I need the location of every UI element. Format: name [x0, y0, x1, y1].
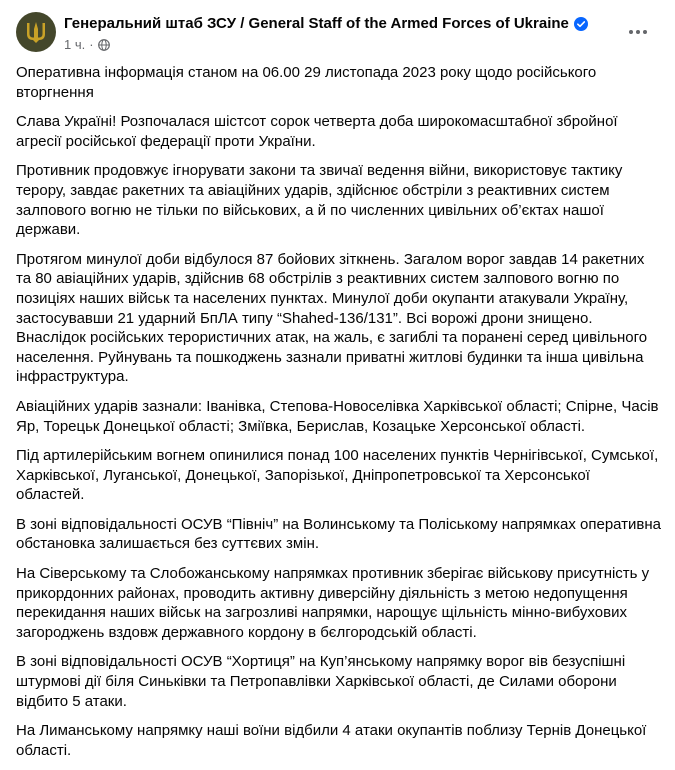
post-meta — [64, 37, 110, 52]
meta-separator: · — [89, 37, 94, 52]
page-avatar[interactable] — [16, 12, 56, 52]
globe-icon[interactable] — [98, 39, 110, 51]
post-paragraph: Слава Україні! Розпочалася шістсот сорок четверта доба широкомасштабної збройної агресії російської федерації проти України. — [16, 113, 618, 150]
post-header — [16, 12, 656, 56]
verified-badge-icon — [574, 17, 588, 31]
trident-emblem-icon — [23, 19, 49, 45]
post-paragraph: Протягом минулої доби відбулося 87 бойових зіткнень. Загалом ворог завдав 14 ракетних та 80 авіаційних ударів, здійснив 68 обстрілів з реактивних систем залпового вогню по позиціях наших військ та населених пунктах. Минулої доби окупанти атакували Україну, застосувавши 21 ударний БпЛА типу “Shahed-136/131”. Всі ворожі дрони знищено. Внаслідок російських терористичних атак, на жаль, є загиблі та поранені серед цивільного населення. Руйнувань та пошкоджень зазнали приватні житлові будинки та інша цивільна інфраструктура. — [16, 250, 648, 386]
post-paragraph: Противник продовжує ігнорувати закони та звичаї ведення війни, використовує тактику терору, завдає ракетних та авіаційних ударів, здійснює обстріли з реактивних систем залпового вогню не тільки по військових, а й по численних цивільних об’єктах нашої держави. — [16, 162, 623, 239]
author-row — [64, 15, 588, 32]
author-name-link[interactable]: Генеральний штаб ЗСУ / General Staff of the Armed Forces of Ukraine — [64, 15, 569, 32]
post-timestamp-link[interactable]: 1 ч. — [64, 37, 86, 52]
post-paragraph: На Лиманському напрямку наші воїни відбили 4 атаки окупантів поблизу Тернів Донецької області. — [16, 722, 647, 759]
more-options-icon — [629, 30, 633, 34]
post-paragraph: В зоні відповідальності ОСУВ “Хортиця” на Куп’янському напрямку ворог вів безуспішні штурмові дії біля Синьківки та Петропавлівки Харківської області, де Силами оборони відбито 5 атаки. — [16, 653, 626, 710]
post-paragraph: Авіаційних ударів зазнали: Іванівка, Степова-Новоселівка Харківської області; Спірне, Часів Яр, Торецьк Донецької області; Зміївка, Берислав, Козацьке Херсонської області. — [16, 397, 659, 435]
more-options-button[interactable] — [620, 16, 656, 48]
post-paragraph: На Сіверському та Слобожанському напрямках противник зберігає військову присутність у прикордонних районах, проводить активну диверсійну діяльність з метою недопущення перекидання наших військ на загрозливі напрямки, нарощує щільність мінно-вибухових загороджень вздовж державного кордону в бєлгородській області. — [16, 565, 650, 641]
post-paragraph: В зоні відповідальності ОСУВ “Північ” на Волинському та Поліському напрямках оперативна обстановка залишається без суттєвих змін. — [16, 515, 662, 553]
post-body — [16, 63, 661, 770]
post-paragraph: Оперативна інформація станом на 06.00 29 листопада 2023 року щодо російського вторгнення — [16, 64, 597, 101]
post-paragraph: Під артилерійським вогнем опинилися понад 100 населених пунктів Чернігівської, Сумської, Харківської, Луганської, Донецької, Запорізької, Дніпропетровської та Херсонської областей. — [16, 447, 659, 504]
